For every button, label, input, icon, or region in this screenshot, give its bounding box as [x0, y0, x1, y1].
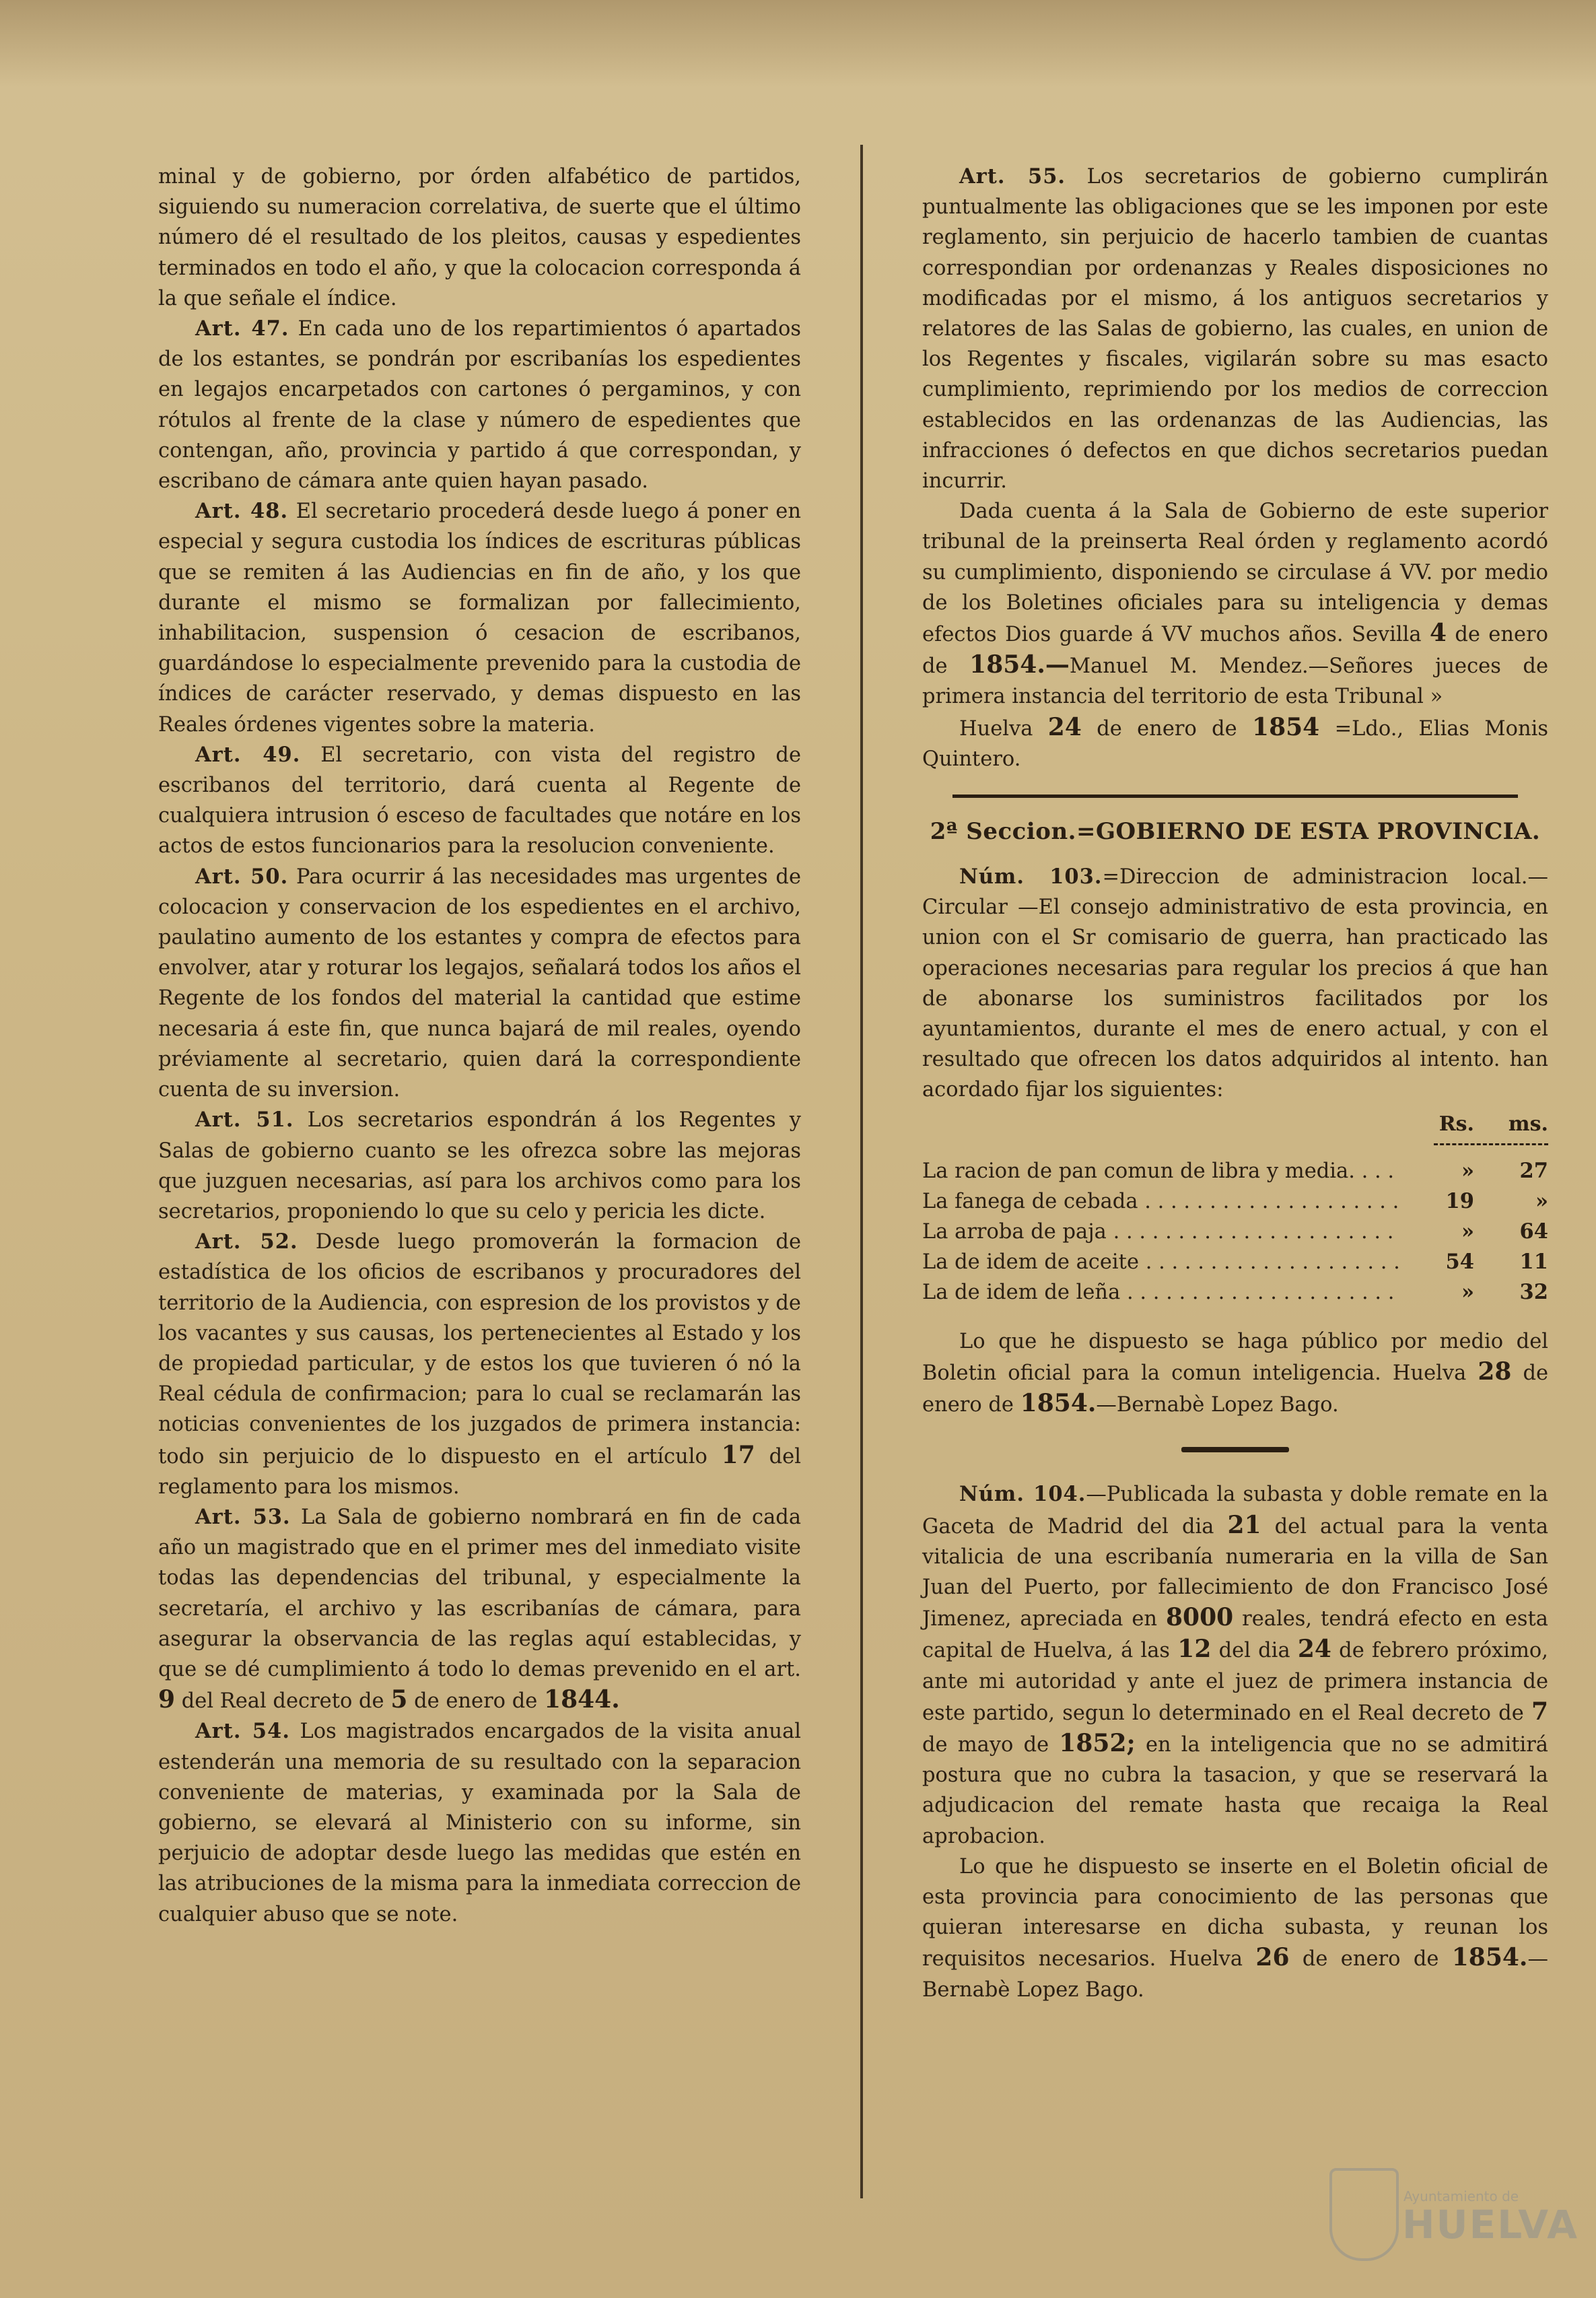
date-day: 28 [1478, 1357, 1512, 1386]
article-label: Art. 53. [195, 1504, 291, 1529]
article-text: Los secretarios espondrán á los Regentes y Salas de gobierno cuanto se les ofrezca sobre las mejoras que juzguen necesarias, así para los archivos como para los secretarios, proponiendo lo que su celo y pericia les dicte. [158, 1108, 801, 1223]
price-ms: 27 [1519, 1158, 1548, 1183]
article-number: 9 [158, 1685, 176, 1714]
article-text: Desde luego promoverán la formacion de estadística de los oficios de escribanos y procuradores del territorio de la Audiencia, con espresion de los provistos y de los vacantes y sus causas, los pertenecientes al Estado y los de propiedad particular, y de estos los que tuvieren ó nó la Real cédula de confirmacion; para lo cual se reclamarán las noticias convenientes de los juzgados de primera instancia: todo sin perjuicio de lo dispuesto en el artículo [158, 1230, 801, 1468]
article-label: Art. 55. [959, 164, 1066, 189]
paragraph-text: Lo que he dispuesto se inserte en el Boletin oficial de esta provincia para conocimiento de las personas que quieran interesarse en dicha subasta, y reunan los requisitos necesarios. Huelva [922, 1854, 1548, 1971]
price-ms: 64 [1519, 1219, 1548, 1244]
price-table [922, 1156, 1548, 1308]
article-text: El secretario, con vista del registro de escribanos del territorio, dará cuenta al Regente de cualquiera intrusion ó esceso de facultades que notáre en los actos de estos funcionarios para la resolucion conveniente. [158, 743, 801, 858]
date-day: 24 [1047, 712, 1082, 741]
paragraph-text: reales, tendrá efecto en esta capital de Huelva, á las [922, 1607, 1548, 1663]
date-year: 1854. [1020, 1389, 1097, 1418]
price-row [922, 1217, 1548, 1247]
article-50 [158, 862, 801, 1106]
price-row [922, 1156, 1548, 1186]
price-ms: 11 [1519, 1249, 1548, 1274]
article-label: Art. 49. [195, 742, 301, 767]
notice-number: Núm. 103. [959, 865, 1103, 889]
date-year: 1854.— [969, 650, 1070, 679]
article-label: Art. 50. [195, 864, 289, 889]
paragraph-text: en la inteligencia que no se admitirá postura que no cubra la tasacion, y que se reservará la adjudicacion del remate hasta que recaiga la Real aprobacion. [922, 1732, 1548, 1848]
signature-text: —Bernabè Lopez Bago. [922, 1947, 1548, 2002]
date-day: 21 [1227, 1510, 1261, 1539]
hour: 12 [1177, 1635, 1212, 1664]
amount: 8000 [1165, 1603, 1234, 1632]
article-text: de enero de [414, 1689, 538, 1714]
article-52 [158, 1227, 801, 1502]
price-ms: 32 [1519, 1279, 1548, 1304]
price-rs: » [1461, 1158, 1474, 1183]
section-title: 2ª Seccion.=GOBIERNO DE ESTA PROVINCIA. [930, 818, 1541, 846]
price-item: La fanega de cebada . . . [922, 1186, 1400, 1217]
paragraph-text: de enero de [1097, 716, 1237, 741]
article-51 [158, 1105, 801, 1227]
article-49 [158, 740, 801, 862]
ornamental-rule [1181, 1447, 1289, 1452]
paragraph-text: de enero de [1302, 1947, 1439, 1971]
paragraph-intro: minal y de gobierno, por órden alfabético de partidos, siguiendo su numeracion correlativa, de suerte que el último número dé el resultado de los pleitos, causas y espedientes terminados en todo el año, y que la colocacion corresponda á la que señale el índice. [158, 165, 801, 310]
left-column [158, 162, 801, 1930]
paragraph-text: Huelva [959, 716, 1033, 741]
article-text: del reglamento para los mismos. [158, 1444, 801, 1499]
lo-que-paragraph-2 [922, 1852, 1548, 2005]
date-year: 1854 [1252, 712, 1320, 741]
article-47 [158, 314, 801, 496]
watermark-title: HUELVA [1402, 2202, 1579, 2248]
date-year: 1844. [544, 1685, 620, 1714]
num-103-paragraph [922, 862, 1548, 1106]
column-header-rs: Rs. [1438, 1112, 1474, 1136]
article-label: Art. 51. [195, 1108, 294, 1133]
price-row [922, 1186, 1548, 1217]
date-day: 24 [1297, 1635, 1331, 1664]
paragraph-text: de febrero próximo, ante mi autoridad y ante el juez de primera instancia de este partido, segun lo determinado en el Real decreto de [922, 1639, 1548, 1725]
price-table-header [922, 1110, 1548, 1139]
price-rs: » [1461, 1279, 1474, 1304]
article-48 [158, 496, 801, 740]
article-text: La Sala de gobierno nombrará en fin de cada año un magistrado que en el primer mes del inmediato visite todas las dependencias del tribunal, y especialmente la secretaría, el archivo y las escribanías de cámara, para asegurar la observancia de las reglas aquí establecidas, y que se dé cumplimiento á todo lo demas prevenido en el art. [158, 1505, 801, 1681]
paragraph-text: =Direccion de administracion local.—Circular —El consejo administrativo de esta provincia, en union con el Sr comisario de guerra, han practicado las operaciones necesarias para regular los precios á que han de abonarse los suministros facilitados por los ayuntamientos, durante el mes de enero actual, y con el resultado que ofrecen los datos adquiridos al intento. han acordado fijar los siguientes: [922, 865, 1548, 1102]
notice-number: Núm. 104. [959, 1482, 1086, 1507]
watermark-subtitle: Ayuntamiento de [1403, 2188, 1519, 2204]
article-53 [158, 1502, 801, 1716]
article-text: En cada uno de los repartimientos ó apartados de los estantes, se pondrán por escribanías los espedientes en legajos encarpetados con cartones ó pergaminos, y con rótulos al frente de la clase y número de espedientes que contengan, año, provincia y partido á que correspondan, y escribano de cámara ante quien hayan pasado. [158, 317, 802, 494]
coat-of-arms-icon [1329, 2168, 1399, 2261]
price-rs: 19 [1445, 1188, 1474, 1213]
page-shadow-band [0, 0, 1596, 88]
column-header-ms: ms. [1508, 1112, 1548, 1136]
date-year: 1852; [1059, 1728, 1136, 1757]
price-ms: » [1535, 1188, 1548, 1213]
article-text: Los secretarios de gobierno cumplirán puntualmente las obligaciones que se les imponen por este reglamento, sin perjuicio de hacerlo tambien de cuantas correspondian por ordenanzas y Reales disposiciones no modificadas por el mismo, á los antiguos secretarios y relatores de las Salas de gobierno, las cuales, en union de los Regentes y fiscales, vigilarán sobre su mas esacto cumplimiento, reprimiendo por los medios de correccion establecidos en las ordenanzas de las Audiencias, las infracciones ó defectos en que dichos secretarios puedan incurrir. [922, 165, 1548, 494]
article-number: 17 [721, 1440, 755, 1469]
paragraph-text: de enero de [922, 623, 1548, 679]
date-day: 5 [390, 1685, 408, 1714]
price-item: La racion de pan comun de libra y media. . . . [922, 1156, 1400, 1186]
date-day: 7 [1531, 1697, 1548, 1726]
right-column [922, 162, 1548, 2005]
article-label: Art. 48. [195, 499, 289, 524]
article-text: Los magistrados encargados de la visita anual estenderán una memoria de su resultado con la separacion conveniente de materias, y examinada por la Sala de gobierno, se elevará al Ministerio con su informe, sin perjuicio de adoptar desde luego las medidas que estén en las atribuciones de la misma para la inmediata correccion de cualquier abuso que se note. [158, 1720, 802, 1926]
date-year: 1854. [1451, 1943, 1528, 1972]
article-text: del Real decreto de [181, 1689, 384, 1714]
price-item: La arroba de paja . . . [922, 1217, 1400, 1247]
paragraph-text: Lo que he dispuesto se haga público por medio del Boletin oficial para la comun inteligencia. Huelva [922, 1329, 1548, 1385]
date-day: 4 [1429, 619, 1447, 648]
article-54 [158, 1716, 801, 1929]
article-label: Art. 54. [195, 1719, 290, 1744]
price-rs: 54 [1445, 1249, 1474, 1274]
dada-cuenta-paragraph [922, 496, 1548, 712]
paragraph-text: de enero de [922, 1361, 1549, 1417]
price-item: La de idem de aceite . . . [922, 1247, 1400, 1277]
price-row [922, 1247, 1548, 1277]
paragraph-text: Dada cuenta á la Sala de Gobierno de este superior tribunal de la preinserta Real órden y reglamento acordó su cumplimiento, disponiendo se circulase á VV. por medio de los Boletines oficiales para su inteligencia y demas efectos Dios guarde á VV muchos años. Sevilla [922, 500, 1548, 647]
article-label: Art. 47. [195, 316, 289, 341]
paragraph-text: del dia [1218, 1639, 1290, 1663]
column-divider [860, 145, 863, 2198]
paragraph-text: —Publicada la subasta y doble remate en la Gaceta de Madrid del dia [922, 1483, 1548, 1539]
huelva-signature-1 [922, 712, 1548, 774]
date-day: 26 [1255, 1943, 1290, 1972]
price-row [922, 1277, 1548, 1308]
price-item: La de idem de leña . . . [922, 1277, 1400, 1308]
paragraph-text: del actual para la venta vitalicia de una escribanía numeraria en la villa de San Juan del Puerto, por fallecimiento de don Francisco José Jimenez, apreciada en [922, 1514, 1548, 1631]
huelva-watermark [1329, 2155, 1579, 2289]
article-text: El secretario procederá desde luego á poner en especial y segura custodia los índices de escrituras públicas que se remiten á las Audiencias en fin de año, y los que durante el mismo se formalizan por fallecimiento, inhabilitacion, suspension ó cesacion de escribanos, guardándose lo especialmente prevenido para la custodia de índices de carácter reservado, y demas dispuesto en las Reales órdenes vigentes sobre la materia. [158, 500, 802, 737]
article-text: Para ocurrir á las necesidades mas urgentes de colocacion y conservacion de los espedientes en el archivo, paulatino aumento de los estantes y compra de efectos para envolver, atar y roturar los legajos, señalará todos los años el Regente de los fondos del material la cantidad que estime necesaria á este fin, que nunca bajará de mil reales, oyendo préviamente al secretario, quien dará la correspondiente cuenta de su inversion. [158, 865, 802, 1102]
paragraph-text: Manuel M. Mendez.—Señores jueces de primera instancia del territorio de esta Tribunal » [922, 654, 1548, 709]
section-separator-rule [952, 795, 1518, 798]
article-55 [922, 162, 1548, 496]
paragraph-text: de mayo de [922, 1732, 1049, 1757]
num-104-paragraph [922, 1479, 1548, 1851]
signature-text: =Ldo., Elias Monis Quintero. [922, 716, 1548, 771]
header-dash-rule [1434, 1143, 1548, 1145]
price-rs: » [1461, 1219, 1474, 1244]
article-label: Art. 52. [195, 1229, 298, 1254]
signature-text: —Bernabè Lopez Bago. [1096, 1393, 1339, 1417]
lo-que-paragraph-1 [922, 1326, 1548, 1421]
